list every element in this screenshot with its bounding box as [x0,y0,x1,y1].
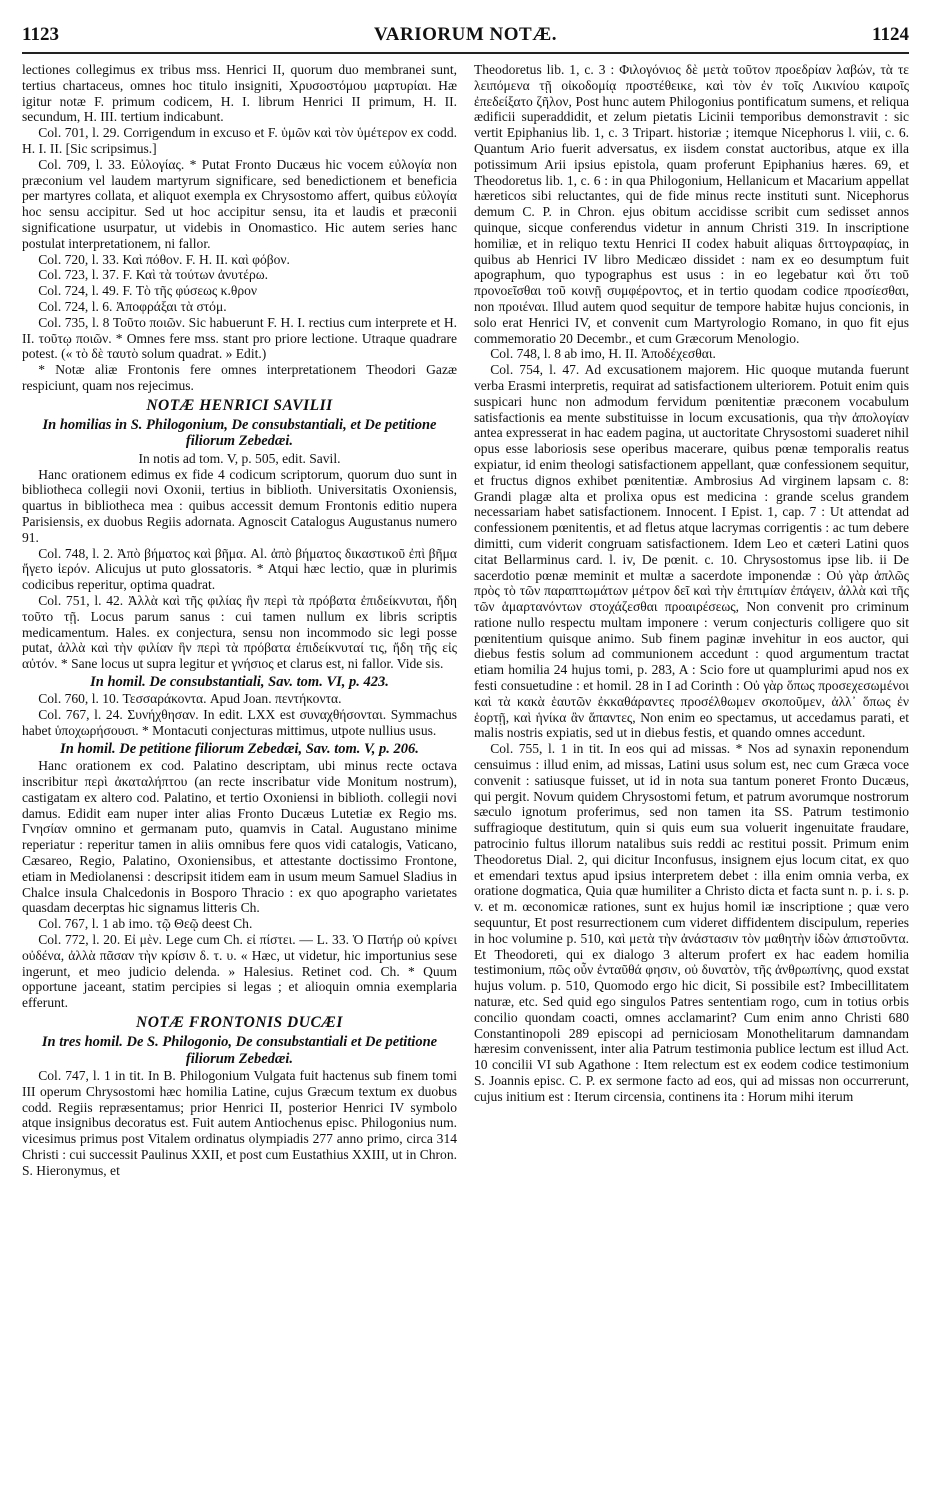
right-column [474,62,909,1491]
paragraph: Col. 720, l. 33. Καὶ πόθον. F. H. II. καὶ φόβον. [38,251,290,267]
paragraph: Hanc orationem edimus ex fide 4 codicum scriptorum, quorum duo sunt in bibliotheca collegii novi Oxonii, tertius in biblioth. Universitatis Oxoniensis, quartus in bibliotheca mea : quibus accessit demum Frontonis editio nupera Parisiensis, ex duobus Regiis adornata. Agnoscit Catalogus Augustanus numero 91. [22,466,457,545]
page-header [22,12,909,54]
section-subheading: In homil. De consubstantiali, Sav. tom. VI, p. 423. [90,673,389,690]
page-number-right: 1124 [872,24,909,45]
paragraph: Col. 772, l. 20. Εἰ μὲν. Lege cum Ch. εἰ πίστει. — L. 33. Ὁ Πατήρ οὐ κρίνει οὐδένα, ἀλλὰ πᾶσαν τὴν κρίσιν δ. τ. υ. « Hæc, ut videtur, hic importunius sese ingerunt, et meo judicio delenda. » Halesius. Retinet cod. Ch. * Quum opportune jaceant, statim percipies si legas ; et alioquin omnia exemplaria efferunt. [22,932,457,1011]
paragraph: Col. 723, l. 37. F. Καὶ τὰ τούτων ἀνυτέρω. [38,267,269,283]
paragraph: Col. 767, l. 24. Συνήχθησαν. In edit. LXX est συναχθήσονται. Symmachus habet ὑποχωρήσουσι. * Montacuti conjecturas mittimus, utpote nullius usus. [22,707,457,738]
paragraph: Col. 735, l. 8 Τοῦτο ποιῶν. Sic habuerunt F. H. I. rectius cum interprete et H. II. τοῦτῳ ποιῶν. * Omnes fere mss. stant pro priore lectione. Utraque quadrare potest. (« τὸ δὲ ταυτὸ solum quadrat. » Edit.) [22,314,457,362]
paragraph: Col. 748, l. 2. Ἀπὸ βήματος καὶ βῆμα. Al. ἀπὸ βήματος δικαστικοῦ ἐπὶ βῆμα ἤγετο ἱερόν. Alicujus ut puto glossatoris. * Atqui hæc lectio, quæ in plurimis codicibus reperitur, optima quadrat. [22,545,457,593]
paragraph: Col. 748, l. 8 ab imo, H. II. Ἀποδέχεσθαι. [490,346,716,362]
section-subheading: In homilias in S. Philogonium, De consubstantiali, et De petitione filiorum Zebedæi. [42,416,437,450]
left-column [22,62,457,1491]
running-title: VARIORUM NOTÆ. [374,24,557,45]
paragraph: Col. 767, l. 1 ab imo. τῷ Θεῷ deest Ch. [38,916,253,932]
paragraph: Col. 747, l. 1 in tit. In B. Philogonium Vulgata fuit hactenus sub finem tomi III operum Chrysostomi hæc homilia Latine, cujus Græcum textum ex duobus codd. Regiis repræsentamus; prior Henrici II, posterior Henrici IV symbolo atque insignibus decoratus est. Fuit autem Antiochenus episc. Philogonius num. vicesimus primus post Vitalem ordinatus olympiadis 277 anno primo, circa 314 Christi : cui successit Paulinus XXII, et post cum Eustathius XXIII, ut in Chron. S. Hieronymus, et [22,1068,457,1178]
section-heading: NOTÆ FRONTONIS DUCÆI [136,1014,343,1032]
paragraph: Col. 709, l. 33. Εὐλογίας. * Putat Fronto Ducæus hic vocem εὐλογία non præconium vel laudem martyrum significare, sed benedictionem et beneficia per martyres collata, et aliquot exempla ex Chrysostomo affert, quibus εὐλογία hoc sensu accipitur. Sed ut hoc accipitur sensu, ita et laudis et præconii significatione usurpatur, ut videbis in Onomastico. Hic autem series hanc postulat interpretationem, ni fallor. [22,156,457,251]
paragraph: Hanc orationem ex cod. Palatino descriptam, ubi minus recte octava inscribitur περὶ ἀκαταλήπτου (an recte inscribatur vide Monitum nostrum), castigatam ex altero cod. Palatino, et tertio Oxoniensi in biblioth. collegii novi damus. Edidit eam nuper inter alias Fronto Ducæus Lutetiæ ex Regio ms. Γνησίαν omnino et germanam puto, quamvis in Catal. Augustano minime reperiatur : reperitur tamen in aliis omnibus fere quos vidi catalogis, Vaticano, Cæsareo, Regio, Palatino, Oxoniensibus, et attestante doctissimo Frontone, etiam in Mediolanensi : descripsit itidem eam in usum meum Samuel Sladius in Chalce insula Chalcedonis in Bosporo Thracio : ex quo apographo varietates quasdam decerptas hic signamus litteris Ch. [22,758,457,916]
paragraph: lectiones collegimus ex tribus mss. Henrici II, quorum duo membranei sunt, tertius chartaceus, omnes hoc titulo insigniti, Χρυσοστόμου μαρτυρίαι. Hæ igitur notæ F. primum codicem, H. I. librum Henrici II primum, H. II. secundum, H. III. tertium indicabunt. [22,62,457,125]
paragraph: Col. 760, l. 10. Τεσσαράκοντα. Apud Joan. πεντήκοντα. [38,691,342,707]
page-number-left: 1123 [22,24,59,45]
paragraph: Col. 751, l. 42. Ἀλλὰ καὶ τῆς φιλίας ἣν περὶ τὰ πρόβατα ἐπιδείκνυται, ἤδη τοῦτο τῇ. Locus parum sanus : cui tamen nullum ex libris scriptis medicamentum. Hales. ex conjectura, sensu non incommodo sic legi posse putat, ἀλλὰ καὶ τὴν φιλίαν ἣν περὶ τὰ πρόβατα ἐπιδείκνυταί τις, ἤδη τῆς εἰς αὐτόν. * Sane locus ut supra legitur et γνήσιος et clarus est, ni fallor. Vide sis. [22,592,457,672]
paragraph: Col. 724, l. 49. F. Τὸ τῆς φύσεως κ.θρον [38,283,258,299]
section-subheading: In homil. De petitione filiorum Zebedæi, Sav. tom. V, p. 206. [60,740,419,757]
paragraph: Col. 701, l. 29. Corrigendum in excuso et F. ὑμῶν καὶ τὸν ὑμέτερον ex codd. H. I. II. [Sic scripsimus.] [22,125,457,156]
paragraph: Col. 755, l. 1 in tit. In eos qui ad missas. * Nos ad synaxin reponendum censuimus : illud enim, ad missas, Latini usus solum est, nec cum Græca voce convenit : satiusque fuisset, ut id in nota sua tantum poneret Fronto Ducæus, qui pergit. Novum quidem Chrysostomi fetum, et patrum avorumque nostrorum sæculo ignotum proferimus, sed non tamen ita SS. Patrum testimonio suffragioque destitutum, quin si quis eum sua voluerit ingenuitate fraudare, patrocinio fultus illorum natalibus suis reddi ac restitui possit. Primum enim Theodoretus Dial. 2, qui dicitur Inconfusus, insignem ejus locum citat, ex quo et emendari textus apud ipsius interpretem debet : illa enim omnia verba, ex oratione dogmatica, Quia quæ humiliter a Christo dicta et facta sunt n. p. i. s. p. v. et m. œconomicæ rationes, sunt ex hujus homil iæ inscriptione ; quæ vero sequuntur, Et post resurrectionem cum videret diffidentem discipulum, reperies in hoc volumine p. 510, καὶ μετὰ τὴν ἀνάστασιν τὸν μαθητὴν ἰδὼν ἀπιστοῦντα. Et Theodoreti, qui ex dialogo 3 alterum profert ex hac eadem homilia testimonium, πῶς οὖν ἐνταῦθά φησιν, οὐ δυνατὸν, τῆς ἀνθρωπίνης, quod exstat hujus volum. p. 510, Quomodo ergo hic dicit, Si possibile est? Imbecillitatem naturæ, etc. Sed quid ego singulos Patres sententiam rogo, cum in totius orbis concilio quondam coacti, omnes acclamarint? Cum enim anno Christi 680 Constantinopoli 289 episcopi ad perniciosam Monothelitarum damnandam hæresim convenissent, inter alia Patrum testimonia publice lectum est illud Act. 10 concilii VI sub Agathone : Item relectum est ex eodem codice testimonium S. Joannis episc. C. P. ex sermone facto ad eos, qui ad missas non occurrerunt, cujus initium est : Iterum circensia, continens ita : Horum mihi iterum [474,741,909,1104]
paragraph: * Notæ aliæ Frontonis fere omnes interpretationem Theodori Gazæ respiciunt, quam nos rejecimus. [22,362,457,393]
paragraph: Col. 724, l. 6. Ἀποφράξαι τὰ στόμ. [38,298,227,314]
section-note: In notis ad tom. V, p. 505, edit. Savil. [138,450,341,466]
paragraph: Theodoretus lib. 1, c. 3 : Φιλογόνιος δὲ μετὰ τοῦτον προεδρίαν λαβών, τὰ τε λειπόμενα τῇ οἰκοδομίᾳ προστέθεικε, καὶ τὸν ἐν τοῖς Λικινίου καιροῖς ἐπεδείξατο ζῆλον, Post hunc autem Philogonius pontificatum sumens, et reliqua ædificii superaddidit, et zelum pietatis Licinii temporibus demonstravit : sic vertit Epiphanius lib. 1, c. 3 Tripart. historiæ ; itemque Nicephorus l. viii, c. 6. Quantum Ario fuerit adversatus, ex iisdem constat auctoribus, atque ex illa potissimum Arii ipsius epistola, quam proferunt Epiphanius hæres. 69, et Theodoretus lib. 1, c. 6 : in qua Philogonium, Hellanicum et Macarium appellat hæreticos sibi reluctantes, qui de fide minus recte instituti sunt. Nicephorus demum C. P. in Chron. ejus obitum accidisse scribit cum sedisset annos quinque, sicque conferendus videtur in annum Christi 319. In inscriptione homiliæ, et in reliquo textu Henrici II codex habuit aliquas διττογραφίας, in quibus ab Henrici IV libro Medicæo dissidet : nam ex eo desumptum fuit apographum, quo typographus est usus : in eo legebatur καὶ ὅτι τοῦ προνοεῖσθαι τοῦ κοινῇ συμφέροντος, et in tertio quodam codice προσίεσθαι, non προιέναι. Illud autem quod sequitur de tempore habitæ hujus concionis, in solo erat Henrici IV, et convenit cum Martyrologio Romano, in quo fit ejus commemoratio 20 Decembr., et cum Græcorum Menologio. [474,62,909,346]
section-heading: NOTÆ HENRICI SAVILII [146,396,333,414]
paragraph: Col. 754, l. 47. Ad excusationem majorem. Hic quoque mutanda fuerunt verba Erasmi interpretis, requirat ad satisfactionem ulteriorem. Potuit enim quis suspicari hunc non admodum fervidum pœnitentiæ præconem vocabulum satisfactionis ea mente substituisse in locum excusationis, qua τὴν ἀπολογίαν antea expresserat in hac eadem pagina, ut auctoritate Chrysostomi suaderet nihil opus esse laboriosis sese operibus macerare, quibus pœnæ temporalis reatus expiatur, id enim theologi satisfactionem appellant, quæ confessionem sequitur, et fructus dignos exhibet pœnitentiæ. Ambrosius Ad virginem lapsam c. 8: Grandi plagæ alta et prolixa opus est medicina : grande scelus grandem necessariam habet satisfactionem. Innocent. I Epist. 1, cap. 7 : Ut attendat ad confessionem pœnitentis, et ad fletus atque lacrymas corrigentis : ac tum debere dimitti, cum viderit congruam satisfactionem. Idem Leo et cæteri Latini quos citat Bellarminus card. l. iv, De pœnit. c. 10. Chrysostomus ipse lib. ii De sacerdotio pœnæ meminit et multæ a sacerdote imponendæ : Οὐ γὰρ ἁπλῶς πρὸς τὸ τῶν παραπτωμάτων μέτρον δεῖ καὶ τὴν ἐπιτιμίαν ἐπάγειν, ἀλλὰ καὶ τῆς τῶν ἁμαρτανόντων στοχάζεσθαι προαιρέσεως, Non convenit pro criminum ratione nullo respectu multam imponere : verum conjecturis colligere quo sit pœnitentium quisque animo. Sub finem paginæ invehitur in eos auctor, qui diebus festis solum ad communionem accedunt : quod argumentum tractat etiam homilia 24 hujus tomi, p. 283, A : Scio fore ut quamplurimi apud nos ex festi consuetudine : et homil. 28 in I ad Corinth : Οὐ γὰρ ὅπως προσεχεσωμένοι καὶ τὰ κακὰ ἑαυτῶν ἐκκαθάραντες προσέλθωμεν σκοποῦμεν, ἀλλ᾽ ὅπως ἐν ἑορτῇ, καὶ ἡνίκα ἂν ἅπαντες, Non enim eo spectamus, ut accedamus parati, et malis nostris expiatis, sed ut in diebus festis, et quando omnes accedunt. [474,362,909,741]
section-subheading: In tres homil. De S. Philogonio, De consubstantiali et De petitione filiorum Zebedæi. [41,1034,438,1067]
